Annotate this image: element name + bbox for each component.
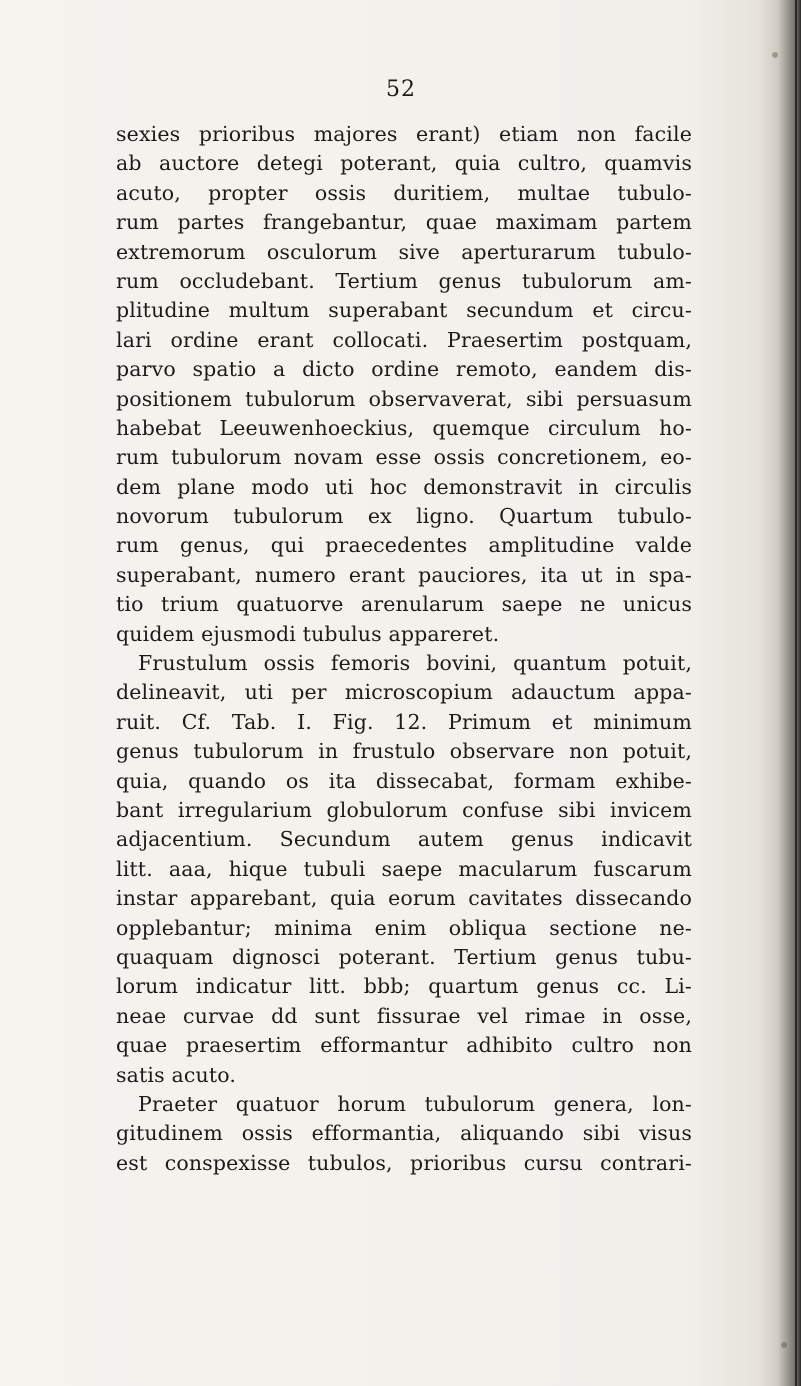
text-line: habebat Leeuwenhoeckius, quemque circulum ho-	[116, 415, 692, 440]
body-text	[116, 120, 692, 1178]
text-line: quidem ejusmodi tubulus appareret.	[116, 621, 500, 646]
text-line: quae praesertim efformantur adhibito cultro non	[116, 1033, 692, 1058]
text-line: delineavit, uti per microscopium adauctum appa-	[116, 680, 692, 705]
text-line: genus tubulorum in frustulo observare non potuit,	[116, 739, 692, 764]
text-line: satis acuto.	[116, 1062, 237, 1087]
text-line: plitudine multum superabant secundum et circu-	[116, 298, 692, 323]
paper-speck	[772, 52, 778, 58]
text-line: litt. aaa, hique tubuli saepe macularum fuscarum	[116, 856, 692, 881]
text-line: gitudinem ossis efformantia, aliquando sibi visus	[116, 1121, 692, 1146]
page-edge-line	[795, 0, 797, 1386]
text-line: Praeter quatuor horum tubulorum genera, lon-	[138, 1091, 692, 1116]
text-line: lari ordine erant collocati. Praesertim postquam,	[116, 327, 692, 352]
page-number: 52	[386, 77, 416, 102]
text-line: novorum tubulorum ex ligno. Quartum tubulo-	[116, 504, 692, 529]
text-line: neae curvae dd sunt fissurae vel rimae in osse,	[116, 1003, 692, 1028]
text-line: est conspexisse tubulos, prioribus cursu contrari-	[116, 1150, 692, 1175]
text-line: positionem tubulorum observaverat, sibi persuasum	[116, 386, 692, 411]
text-line: quia, quando os ita dissecabat, formam exhibe-	[116, 768, 692, 793]
text-line: Frustulum ossis femoris bovini, quantum potuit,	[138, 651, 692, 676]
text-line: rum occludebant. Tertium genus tubulorum am-	[116, 268, 692, 293]
text-line: bant irregularium globulorum confuse sibi invicem	[116, 797, 692, 822]
text-line: dem plane modo uti hoc demonstravit in circulis	[116, 474, 692, 499]
text-line: rum tubulorum novam esse ossis concretionem, eo-	[116, 445, 692, 470]
text-line: superabant, numero erant pauciores, ita ut in spa-	[116, 562, 692, 587]
text-line: quaquam dignosci poterant. Tertium genus tubu-	[116, 944, 692, 969]
text-line: ab auctore detegi poterant, quia cultro, quamvis	[116, 151, 692, 176]
text-line: ruit. Cf. Tab. I. Fig. 12. Primum et minimum	[116, 709, 692, 734]
text-line: lorum indicatur litt. bbb; quartum genus cc. Li-	[116, 974, 692, 999]
text-line: opplebantur; minima enim obliqua sectione ne-	[116, 915, 692, 940]
text-line: instar apparebant, quia eorum cavitates dissecando	[116, 886, 692, 911]
text-line: tio trium quatuorve arenularum saepe ne unicus	[116, 592, 692, 617]
text-line: extremorum osculorum sive aperturarum tubulo-	[116, 239, 692, 264]
text-line: rum partes frangebantur, quae maximam partem	[116, 210, 692, 235]
text-line: parvo spatio a dicto ordine remoto, eandem dis-	[116, 357, 692, 382]
text-line: adjacentium. Secundum autem genus indicavit	[116, 827, 692, 852]
text-line: acuto, propter ossis duritiem, multae tubulo-	[116, 180, 692, 205]
text-line: rum genus, qui praecedentes amplitudine valde	[116, 533, 692, 558]
text-line: sexies prioribus majores erant) etiam non facile	[116, 122, 692, 146]
paper-speck	[781, 1342, 787, 1348]
